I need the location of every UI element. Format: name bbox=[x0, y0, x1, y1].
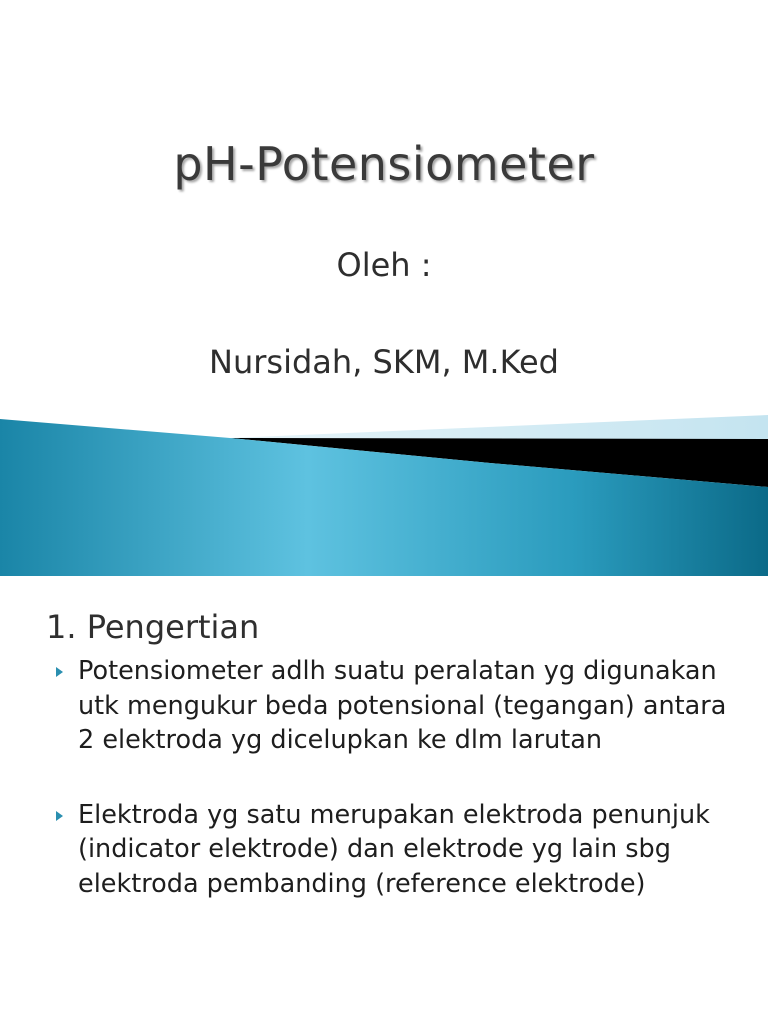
list-item bbox=[52, 798, 742, 902]
content-slide bbox=[0, 576, 768, 1024]
triangle-bullet-icon bbox=[56, 667, 63, 677]
section-heading: 1. Pengertian bbox=[46, 608, 260, 646]
decorative-wave-band bbox=[0, 405, 768, 576]
slide-title: pH-Potensiometer bbox=[173, 137, 595, 191]
list-item bbox=[52, 654, 742, 758]
triangle-bullet-icon bbox=[56, 811, 63, 821]
presenter-label: Oleh : bbox=[336, 246, 432, 284]
bullet-text: Potensiometer adlh suatu peralatan yg digunakan utk mengukur beda potensional (tegangan) antara 2 elektroda yg dicelupkan ke dlm larutan bbox=[78, 656, 727, 755]
bullet-text: Elektroda yg satu merupakan elektroda penunjuk (indicator elektrode) dan elektrode yg lain sbg elektroda pembanding (reference elektrode) bbox=[78, 799, 710, 899]
bullet-list bbox=[52, 654, 742, 941]
presenter-name: Nursidah, SKM, M.Ked bbox=[209, 343, 559, 381]
wave-pale-band bbox=[230, 415, 768, 441]
